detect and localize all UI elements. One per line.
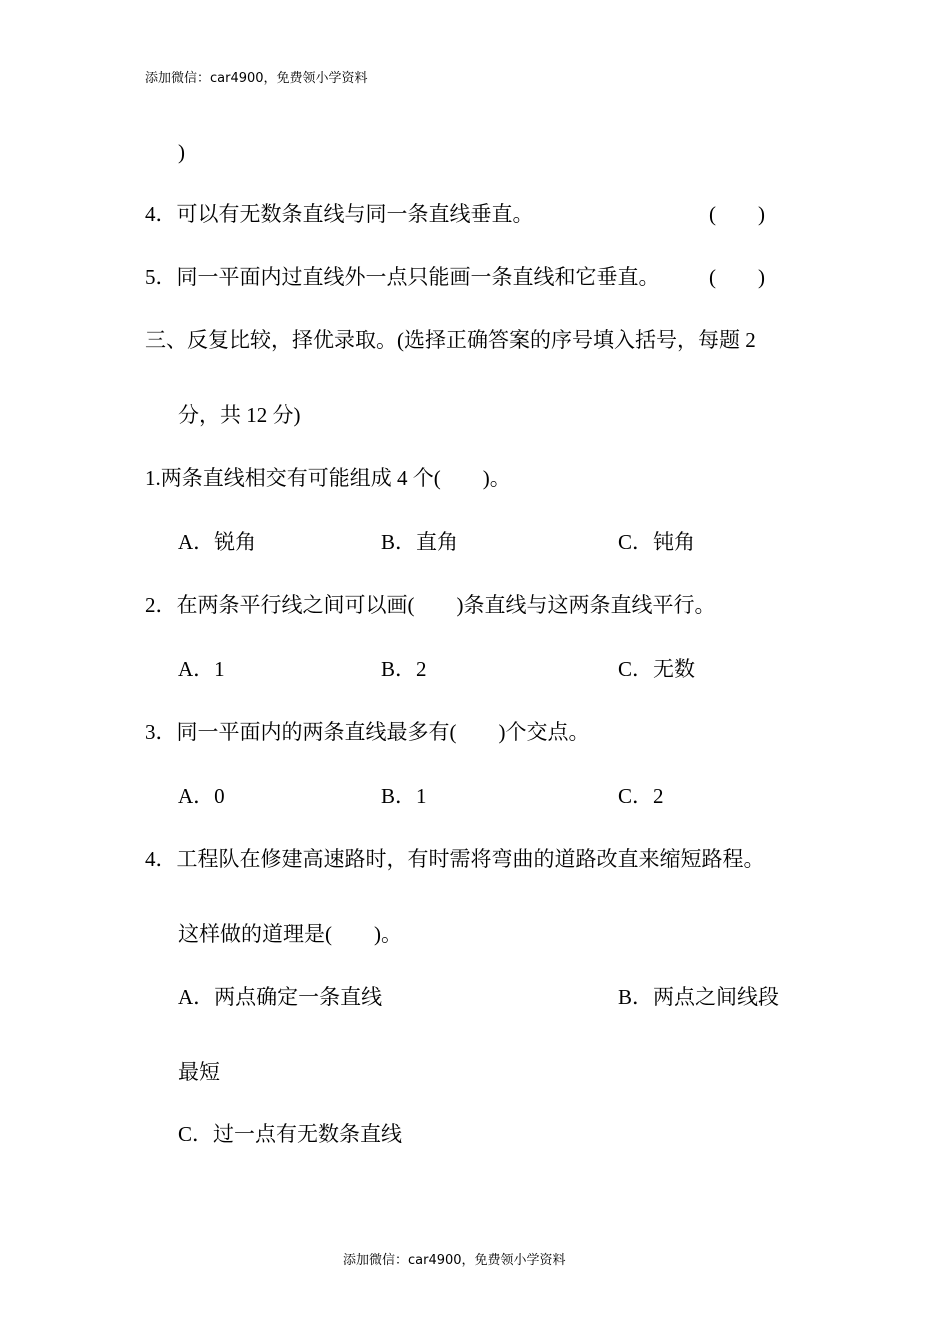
option-a: A．1 [178, 657, 225, 681]
true-false-item-4: 4．可以有无数条直线与同一条直线垂直。 [145, 202, 534, 226]
option-a: A．锐角 [178, 530, 257, 554]
option-b: B．2 [381, 657, 427, 681]
option-c: C．2 [618, 784, 664, 808]
answer-parentheses: ( ) [709, 265, 765, 289]
page-header: 添加微信：car4900，免费领小学资料 [145, 71, 368, 86]
option-c: C．过一点有无数条直线 [178, 1122, 403, 1146]
option-b: B．直角 [381, 530, 459, 554]
question-3: 3．同一平面内的两条直线最多有( )个交点。 [145, 720, 590, 744]
section-title-continuation: 分，共 12 分) [178, 403, 301, 427]
option-b-continuation: 最短 [178, 1060, 220, 1084]
option-a: A．0 [178, 784, 225, 808]
option-b: B．1 [381, 784, 427, 808]
question-4-continuation: 这样做的道理是( )。 [178, 922, 402, 946]
option-a: A．两点确定一条直线 [178, 985, 383, 1009]
true-false-item-5: 5．同一平面内过直线外一点只能画一条直线和它垂直。 [145, 265, 660, 289]
question-2: 2．在两条平行线之间可以画( )条直线与这两条直线平行。 [145, 593, 716, 617]
previous-item-continuation: ) [178, 140, 185, 164]
question-1: 1.两条直线相交有可能组成 4 个( )。 [145, 466, 511, 490]
question-4: 4．工程队在修建高速路时，有时需将弯曲的道路改直来缩短路程。 [145, 847, 765, 871]
option-c: C．钝角 [618, 530, 696, 554]
section-title: 三、反复比较，择优录取。(选择正确答案的序号填入括号，每题 2 [145, 328, 756, 352]
page-footer: 添加微信：car4900，免费领小学资料 [343, 1253, 566, 1268]
option-b: B．两点之间线段 [618, 985, 780, 1009]
answer-parentheses: ( ) [709, 202, 765, 226]
option-c: C．无数 [618, 657, 696, 681]
